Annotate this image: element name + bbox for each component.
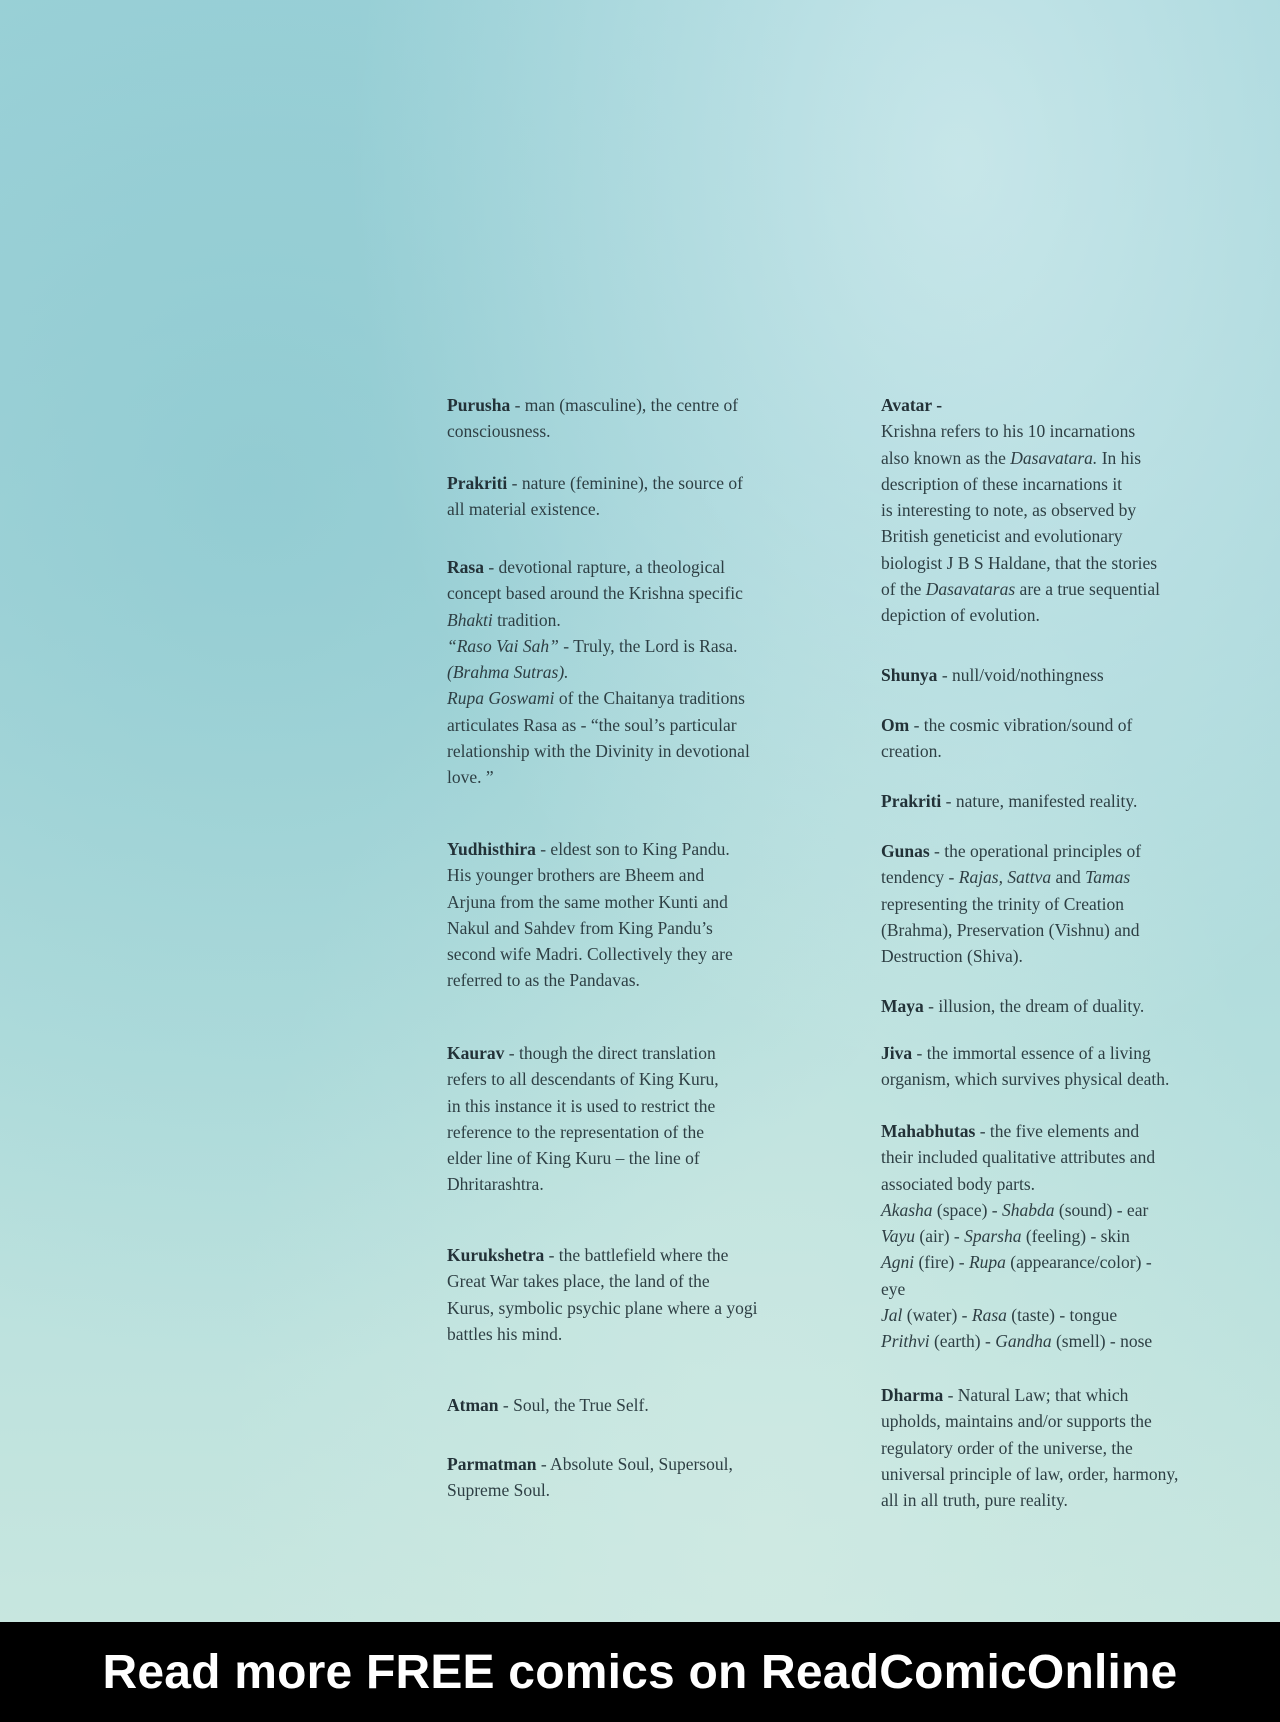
promo-banner-text[interactable]: Read more FREE comics on ReadComicOnline	[102, 1645, 1178, 1699]
italic-term: Dasavatara.	[1010, 447, 1098, 468]
definition-line: His younger brothers are Bheem and	[447, 865, 705, 886]
entry-om	[881, 712, 1132, 765]
entry-shunya	[881, 662, 1104, 688]
definition-line: tendency -	[881, 867, 959, 888]
definition-line: - the five elements and	[975, 1121, 1140, 1141]
element-quality: Sparsha	[964, 1226, 1022, 1247]
term: Dharma	[881, 1385, 944, 1405]
element-name: Akasha	[881, 1199, 933, 1220]
italic-citation: (Brahma Sutras).	[447, 662, 569, 683]
definition-line: biologist J B S Haldane, that the stories	[881, 552, 1158, 573]
entry-kaurav	[447, 1040, 719, 1198]
element-gloss: (earth) -	[929, 1331, 996, 1352]
element-name: Vayu	[881, 1226, 916, 1247]
entry-parmatman	[447, 1451, 733, 1504]
definition-line: in this instance it is used to restrict the	[447, 1095, 716, 1116]
definition-line: Destruction (Shiva).	[881, 946, 1023, 967]
entry-jiva	[881, 1040, 1169, 1093]
definition-line: - devotional rapture, a theological	[483, 557, 725, 577]
entry-prakriti-reality	[881, 788, 1137, 814]
element-rest: (appearance/color) -	[1005, 1252, 1152, 1273]
element-line	[881, 1276, 1155, 1302]
term: Kurukshetra	[447, 1245, 545, 1265]
element-quality: Rupa	[968, 1252, 1006, 1273]
definition-line: articulates Rasa as - “the soul’s particular	[447, 714, 737, 735]
definition-line: is interesting to note, as observed by	[881, 500, 1137, 521]
definition-line: Krishna refers to his 10 incarnations	[881, 421, 1136, 442]
italic-term: Dasavataras	[925, 579, 1016, 600]
term: Prakriti	[881, 791, 942, 811]
definition-line: - though the direct translation	[504, 1043, 716, 1063]
element-line	[881, 1249, 1155, 1275]
definition-line: associated body parts.	[881, 1173, 1036, 1194]
italic-name: Rupa Goswami	[447, 688, 555, 709]
italic-quote: “Raso Vai Sah”	[447, 635, 559, 656]
definition-line: refers to all descendants of King Kuru,	[447, 1069, 719, 1090]
element-line	[881, 1197, 1155, 1223]
entry-purusha	[447, 392, 738, 445]
definition-line: Nakul and Sahdev from King Pandu’s	[447, 917, 713, 938]
term: Prakriti	[447, 473, 508, 493]
italic-term: Tamas	[1085, 867, 1131, 888]
definition-line: their included qualitative attributes and	[881, 1147, 1156, 1168]
definition-line: - nature (feminine), the source of	[507, 473, 743, 493]
definition-line: Kurus, symbolic psychic plane where a yogi	[447, 1297, 758, 1318]
definition-line: all in all truth, pure reality.	[881, 1490, 1068, 1511]
definition-line: - man (masculine), the centre of	[510, 395, 739, 415]
definition-line: battles his mind.	[447, 1323, 563, 1344]
definition-line: description of these incarnations it	[881, 473, 1123, 494]
term: Maya	[881, 996, 924, 1016]
definition-line: - illusion, the dream of duality.	[923, 996, 1145, 1016]
definition-line: relationship with the Divinity in devotional	[447, 741, 750, 762]
entry-atman	[447, 1392, 649, 1418]
element-rest: (feeling) - skin	[1021, 1226, 1130, 1247]
definition-line: - null/void/nothingness	[937, 665, 1104, 685]
definition-line: - Truly, the Lord is Rasa.	[558, 635, 738, 656]
element-gloss: (space) -	[932, 1199, 1003, 1220]
definition-line: creation.	[881, 741, 942, 762]
definition-line: love. ”	[447, 767, 494, 788]
term: Mahabhutas	[881, 1121, 976, 1141]
definition-line: - the operational principles of	[929, 841, 1142, 861]
entry-avatar	[881, 392, 1160, 629]
element-rest: (sound) - ear	[1054, 1199, 1149, 1220]
element-line	[881, 1302, 1155, 1328]
definition-line: - eldest son to King Pandu.	[535, 839, 730, 859]
definition-line: of the Chaitanya traditions	[554, 688, 745, 709]
term: Kaurav	[447, 1043, 505, 1063]
definition-line: universal principle of law, order, harmony,	[881, 1463, 1179, 1484]
term: Rasa	[447, 557, 484, 577]
definition-line: - nature, manifested reality.	[941, 791, 1138, 811]
term: Parmatman	[447, 1454, 537, 1474]
definition-line: Arjuna from the same mother Kunti and	[447, 891, 728, 912]
element-name: Agni	[881, 1252, 915, 1273]
definition-line: - Natural Law; that which	[943, 1385, 1129, 1405]
element-gloss: (fire) -	[914, 1252, 969, 1273]
definition-line: - Soul, the True Self.	[498, 1395, 649, 1415]
element-quality: Rasa	[971, 1305, 1007, 1326]
definition-line: Supreme Soul.	[447, 1480, 551, 1501]
definition-line: reference to the representation of the	[447, 1121, 705, 1142]
definition-line: Dhritarashtra.	[447, 1174, 544, 1195]
definition-line: all material existence.	[447, 499, 601, 520]
term: Yudhisthira	[447, 839, 536, 859]
definition-line: tradition.	[492, 609, 561, 630]
definition-line: consciousness.	[447, 421, 551, 442]
element-name: Prithvi	[881, 1331, 930, 1352]
element-quality: Gandha	[995, 1331, 1052, 1352]
definition-line: organism, which survives physical death.	[881, 1069, 1170, 1090]
element-line	[881, 1328, 1155, 1354]
term: Om	[881, 715, 910, 735]
element-rest: (taste) - tongue	[1006, 1305, 1118, 1326]
definition-line: (Brahma), Preservation (Vishnu) and	[881, 919, 1140, 940]
definition-line: also known as the	[881, 447, 1011, 468]
entry-maya	[881, 993, 1144, 1019]
italic-term: Bhakti	[447, 609, 493, 630]
promo-banner[interactable]	[0, 1622, 1280, 1722]
entry-dharma	[881, 1382, 1178, 1513]
element-rest: (smell) - nose	[1051, 1331, 1153, 1352]
definition-line: - the immortal essence of a living	[912, 1043, 1151, 1063]
element-rest: eye	[881, 1278, 906, 1299]
definition-line: British geneticist and evolutionary	[881, 526, 1123, 547]
definition-line: second wife Madri. Collectively they are	[447, 944, 733, 965]
term: Jiva	[881, 1043, 913, 1063]
definition-line: of the	[881, 579, 926, 600]
definition-line: In his	[1097, 447, 1142, 468]
entry-prakriti	[447, 470, 743, 523]
term: Shunya	[881, 665, 938, 685]
element-quality: Shabda	[1002, 1199, 1055, 1220]
term: Gunas	[881, 841, 930, 861]
definition-line: are a true sequential	[1015, 579, 1160, 600]
definition-line: referred to as the Pandavas.	[447, 970, 640, 991]
italic-term: Rajas, Sattva	[958, 867, 1052, 888]
entry-kurukshetra	[447, 1242, 758, 1347]
definition-line: and	[1051, 867, 1086, 888]
definition-line: - Absolute Soul, Supersoul,	[536, 1454, 733, 1474]
definition-line: regulatory order of the universe, the	[881, 1437, 1133, 1458]
term: Purusha	[447, 395, 511, 415]
definition-line: upholds, maintains and/or supports the	[881, 1411, 1152, 1432]
entry-yudhisthira	[447, 836, 733, 994]
definition-line: depiction of evolution.	[881, 605, 1040, 626]
element-gloss: (water) -	[902, 1305, 972, 1326]
definition-line: elder line of King Kuru – the line of	[447, 1148, 700, 1169]
element-line	[881, 1223, 1155, 1249]
term: Avatar -	[881, 395, 943, 415]
definition-line: - the battlefield where the	[544, 1245, 729, 1265]
entry-rasa	[447, 554, 750, 791]
element-gloss: (air) -	[915, 1226, 965, 1247]
definition-line: representing the trinity of Creation	[881, 893, 1124, 914]
definition-line: - the cosmic vibration/sound of	[909, 715, 1133, 735]
definition-line: concept based around the Krishna specific	[447, 583, 743, 604]
definition-line: Great War takes place, the land of the	[447, 1271, 710, 1292]
term: Atman	[447, 1395, 499, 1415]
entry-mahabhutas	[881, 1118, 1155, 1355]
element-name: Jal	[881, 1305, 903, 1326]
entry-gunas	[881, 838, 1141, 969]
